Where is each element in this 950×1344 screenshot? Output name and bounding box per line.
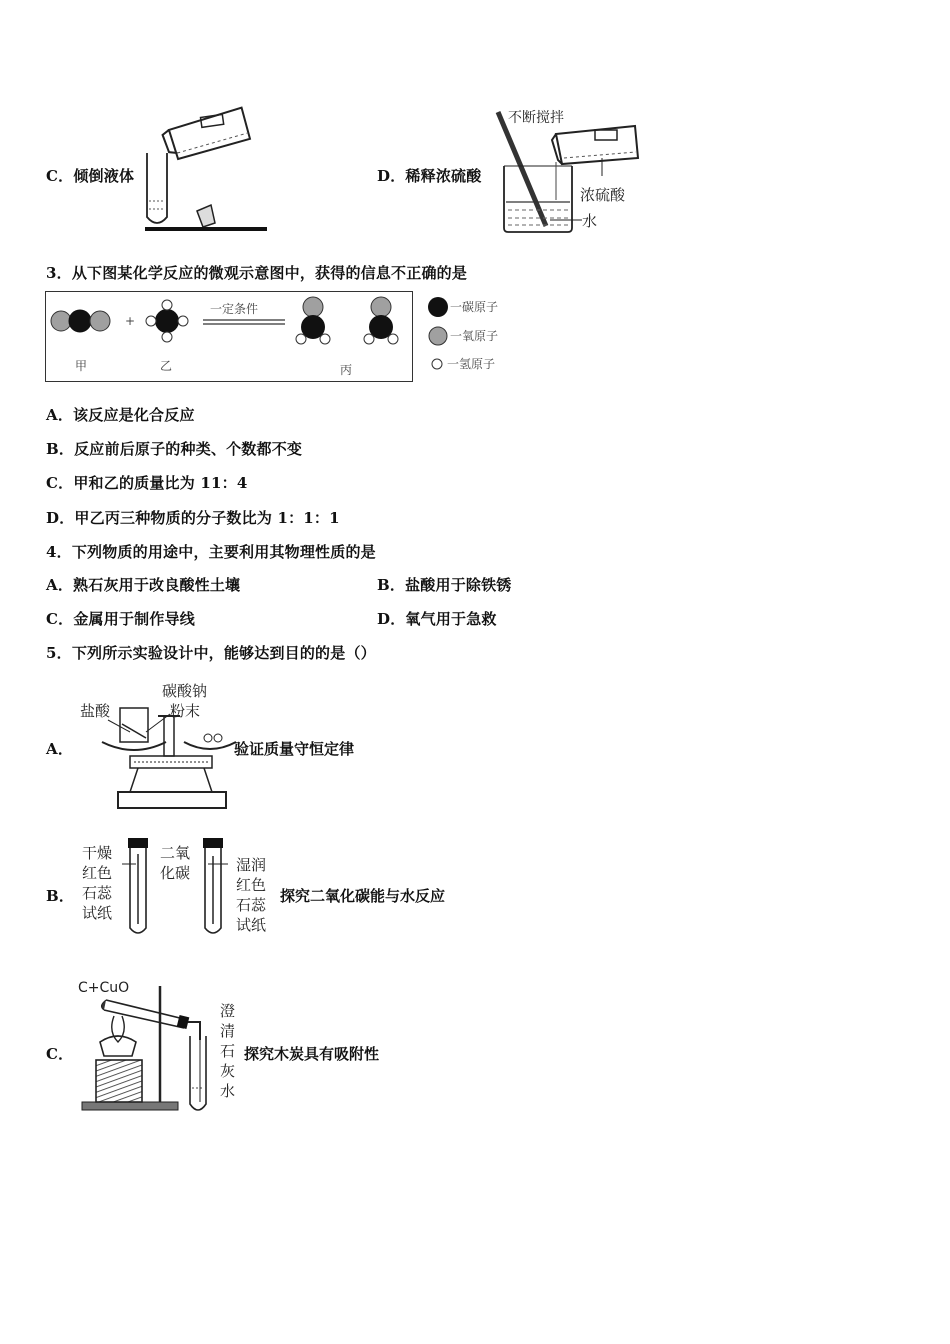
svg-text:湿润: 湿润 [236, 856, 267, 874]
svg-text:二氧: 二氧 [160, 844, 191, 862]
dilute-acid-figure [490, 104, 650, 239]
reaction-diagram [45, 291, 515, 386]
svg-text:石: 石 [220, 1042, 236, 1060]
q3-option-b[interactable]: B．反应前后原子的种类、个数都不变 [46, 440, 303, 458]
svg-text:+: + [125, 314, 136, 328]
svg-text:灰: 灰 [220, 1062, 236, 1080]
svg-text:红色: 红色 [82, 864, 113, 882]
svg-text:红色: 红色 [236, 876, 267, 894]
q4-option-d[interactable]: D．氧气用于急救 [377, 610, 497, 628]
svg-text:澄: 澄 [220, 1002, 236, 1020]
hydrogen-atom-icon [432, 359, 442, 369]
q5-option-c-text: 探究木炭具有吸附性 [244, 1045, 380, 1063]
q5-option-b-letter[interactable]: B． [46, 887, 75, 905]
label-bing: 丙 [340, 363, 353, 377]
svg-text:石蕊: 石蕊 [82, 884, 113, 902]
svg-text:清: 清 [220, 1022, 236, 1040]
q3-option-a[interactable]: A．该反应是化合反应 [46, 406, 195, 424]
svg-text:水: 水 [220, 1082, 236, 1100]
q5-option-c-letter[interactable]: C． [46, 1045, 74, 1063]
svg-text:试纸: 试纸 [236, 916, 267, 934]
q4-stem: 4．下列物质的用途中，主要利用其物理性质的是 [46, 543, 376, 561]
label-jia: 甲 [75, 359, 88, 373]
stir-label: 不断搅拌 [508, 110, 564, 126]
q3-option-d[interactable]: D．甲乙丙三种物质的分子数比为 1：1：1 [46, 509, 340, 527]
svg-text:干燥: 干燥 [82, 844, 113, 862]
water-label: 水 [582, 212, 598, 230]
product-molecule-2 [364, 297, 398, 344]
svg-text:一碳原子: 一碳原子 [450, 300, 499, 314]
svg-text:粉末: 粉末 [170, 702, 201, 720]
q5-option-a-letter[interactable]: A． [46, 740, 74, 758]
q3-option-c[interactable]: C．甲和乙的质量比为 11：4 [46, 474, 248, 492]
litmus-tubes-figure [78, 836, 278, 940]
label-yi: 乙 [160, 359, 173, 373]
q4-option-c[interactable]: C．金属用于制作导线 [46, 610, 195, 628]
condition-label: 一定条件 [210, 302, 259, 316]
q4-option-a[interactable]: A．熟石灰用于改良酸性土壤 [46, 576, 241, 594]
oxygen-atom-icon [429, 327, 447, 345]
q5-option-a-text: 验证质量守恒定律 [234, 740, 355, 758]
svg-text:一氧原子: 一氧原子 [450, 329, 499, 343]
q2-option-d[interactable]: D．稀释浓硫酸 [377, 167, 482, 185]
acid-label: 浓硫酸 [580, 186, 626, 204]
q5-stem: 5．下列所示实验设计中，能够达到目的的是（） [46, 644, 376, 662]
q4-option-b[interactable]: B．盐酸用于除铁锈 [377, 576, 512, 594]
svg-text:一氢原子: 一氢原子 [447, 357, 496, 371]
svg-text:C+CuO: C+CuO [78, 980, 130, 996]
q3-stem: 3．从下图某化学反应的微观示意图中，获得的信息不正确的是 [46, 264, 468, 282]
svg-text:石蕊: 石蕊 [236, 896, 267, 914]
carbon-atom-icon [428, 297, 448, 317]
product-molecule-1 [296, 297, 330, 344]
pour-liquid-figure [145, 105, 265, 235]
q5-option-b-text: 探究二氧化碳能与水反应 [280, 887, 446, 905]
q2-option-c[interactable]: C．倾倒液体 [46, 167, 135, 185]
carbon-reduction-figure [78, 976, 248, 1116]
svg-text:化碳: 化碳 [160, 864, 191, 882]
svg-text:碳酸钠: 碳酸钠 [162, 682, 208, 700]
balance-figure [78, 680, 238, 812]
svg-text:试纸: 试纸 [82, 904, 113, 922]
svg-text:盐酸: 盐酸 [80, 702, 111, 720]
